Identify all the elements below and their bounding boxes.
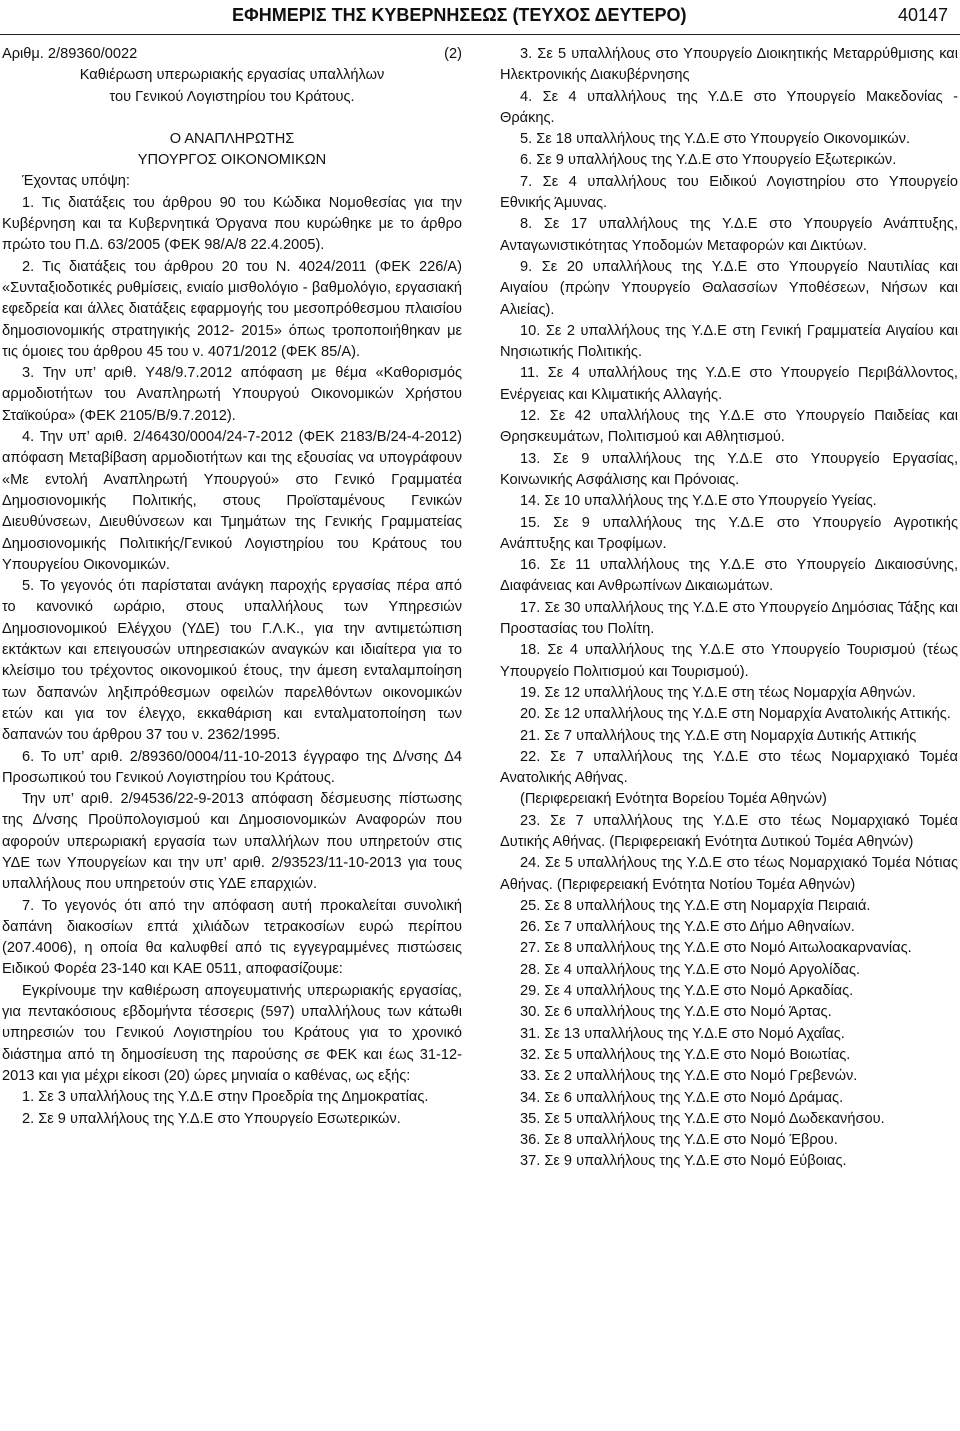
header-rule [0, 34, 960, 35]
left-paragraph: 1. Τις διατάξεις του άρθρου 90 του Κώδικα Νομοθεσίας για την Κυβέρνηση και τα Κυβερνητικά Όργανα που κυρώθηκε με το άρθρο πρώτο του Π.Δ. 63/2005 (ΦΕΚ 98/Α/8 22.4.2005). [2, 194, 462, 254]
right-column [500, 44, 958, 1173]
allocation-item: 11. Σε 4 υπαλλήλους της Υ.Δ.Ε στο Υπουργείο Περιβάλλοντος, Ενέργειας και Κλιματικής Αλλαγής. [500, 365, 958, 403]
authority-title-line-1: Ο ΑΝΑΠΛΗΡΩΤΗΣ [169, 130, 295, 147]
allocation-item: 18. Σε 4 υπαλλήλους της Υ.Δ.Ε στο Υπουργείο Τουρισμού (τέως Υπουργείο Πολιτισμού και Τουρισμού). [500, 642, 958, 680]
allocation-item: 34. Σε 6 υπαλλήλους της Υ.Δ.Ε στο Νομό Δράμας. [520, 1089, 844, 1106]
left-paragraph: 1. Σε 3 υπαλλήλους της Υ.Δ.Ε στην Προεδρία της Δημοκρατίας. [22, 1089, 429, 1106]
decision-index: (2) [444, 46, 462, 62]
left-paragraph: Την υπ’ αριθ. 2/94536/22-9-2013 απόφαση δέσμευσης πίστωσης της Δ/νσης Προϋπολογισμού και Δημοσιονομικών Αναφορών που αφορούν υπερωριακή εργασία των υπαλλήλων που υπηρετούν στις ΥΔΕ των Υπουργείων και την υπ’ αριθ. 2/93523/11-10-2013 για τους υπαλλήλους που υπηρετούν στις ΥΔΕ επαρχιών. [2, 791, 462, 893]
allocation-item: 30. Σε 6 υπαλλήλους της Υ.Δ.Ε στο Νομό Άρτας. [520, 1004, 832, 1021]
decision-subject-line-2: του Γενικού Λογιστηρίου του Κράτους. [109, 88, 355, 105]
having-regard-heading: Έχοντας υπόψη: [22, 173, 130, 190]
allocation-item: 36. Σε 8 υπαλλήλους της Υ.Δ.Ε στο Νομό Έβρου. [520, 1132, 838, 1149]
authority-title-line-2: ΥΠΟΥΡΓΟΣ ΟΙΚΟΝΟΜΙΚΩΝ [137, 152, 327, 169]
left-paragraph: 6. Το υπ’ αριθ. 2/89360/0004/11-10-2013 έγγραφο της Δ/νσης Δ4 Προσωπικού του Γενικού Λογιστηρίου του Κράτους. [2, 748, 462, 786]
allocation-item: 23. Σε 7 υπαλλήλους της Υ.Δ.Ε στο τέως Νομαρχιακό Τομέα Δυτικής Αθήνας. (Περιφερειακή Ενότητα Δυτικού Τομέα Αθηνών) [500, 812, 958, 850]
allocation-item: 17. Σε 30 υπαλλήλους της Υ.Δ.Ε στο Υπουργείο Δημόσιας Τάξης και Προστασίας του Πολίτη. [500, 599, 958, 638]
allocation-item: 33. Σε 2 υπαλλήλους της Υ.Δ.Ε στο Νομό Γρεβενών. [520, 1068, 858, 1085]
allocation-item: 3. Σε 5 υπαλλήλους στο Υπουργείο Διοικητικής Μεταρρύθμισης και Ηλεκτρονικής Διακυβέρνησης [500, 46, 958, 84]
decision-number: Αριθμ. 2/89360/0022 [2, 46, 138, 62]
allocation-item: 6. Σε 9 υπαλλήλους της Υ.Δ.Ε στο Υπουργείο Εξωτερικών. [520, 152, 897, 169]
allocation-item: 8. Σε 17 υπαλλήλους της Υ.Δ.Ε στο Υπουργείο Ανάπτυξης, Ανταγωνιστικότητας Υποδομών Μεταφορών και Δικτύων. [500, 216, 958, 254]
allocation-item: 29. Σε 4 υπαλλήλους της Υ.Δ.Ε στο Νομό Αρκαδίας. [520, 983, 854, 1000]
left-paragraph: 2. Τις διατάξεις του άρθρου 20 του Ν. 4024/2011 (ΦΕΚ 226/Α) «Συνταξιοδοτικές ρυθμίσεις, ενιαίο μισθολόγιο - βαθμολόγιο, εργασιακή εφεδρεία και άλλες διατάξεις εφαρμογής του μεσοπρόθεσμου πλαισίου δημοσιονομικής στρατηγικής 2012- 2015» όπως τροποποιήθηκαν με τις όμοιες του άρθρου 45 του ν. 4071/2012 (ΦΕΚ 85/Α). [2, 258, 462, 360]
allocation-item: 19. Σε 12 υπαλλήλους της Υ.Δ.Ε στη τέως Νομαρχία Αθηνών. [520, 684, 916, 701]
allocation-item: 5. Σε 18 υπαλλήλους της Υ.Δ.Ε στο Υπουργείο Οικονομικών. [520, 131, 911, 148]
allocation-item: 35. Σε 5 υπαλλήλους της Υ.Δ.Ε στο Νομό Δωδεκανήσου. [520, 1110, 885, 1127]
decision-subject-line-1: Καθιέρωση υπερωριακής εργασίας υπαλλήλων [79, 67, 385, 84]
allocation-item: 24. Σε 5 υπαλλήλους της Υ.Δ.Ε στο τέως Νομαρχιακό Τομέα Νότιας Αθήνας. (Περιφερειακή Ενότητα Νοτίου Τομέα Αθηνών) [500, 855, 958, 893]
allocation-item: 13. Σε 9 υπαλλήλους της Υ.Δ.Ε στο Υπουργείο Εργασίας, Κοινωνικής Ασφάλισης και Πρόνοιας. [500, 450, 958, 488]
allocation-item: 7. Σε 4 υπαλλήλους του Ειδικού Λογιστηρίου στο Υπουργείο Εθνικής Άμυνας. [500, 173, 958, 212]
allocation-item: 4. Σε 4 υπαλλήλους της Υ.Δ.Ε στο Υπουργείο Μακεδονίας - Θράκης. [500, 88, 958, 126]
page-header [0, 0, 960, 30]
allocation-item: 32. Σε 5 υπαλλήλους της Υ.Δ.Ε στο Νομό Βοιωτίας. [520, 1046, 851, 1063]
allocation-item: 31. Σε 13 υπαλλήλους της Υ.Δ.Ε στο Νομό Αχαΐας. [520, 1025, 845, 1042]
left-paragraph: 5. Το γεγονός ότι παρίσταται ανάγκη παροχής εργασίας πέρα από το κανονικό ωράριο, στους υπαλλήλους των Υπηρεσιών Δημοσιονομικού Ελέγχου (ΥΔΕ) του Γ.Λ.Κ., για την αντιμετώπιση εκτάκτων και επειγουσών υπηρεσιακών αναγκών και ιδιαίτερα για το κλείσιμο του τρέχοντος οικονομικού έτους, την άμεση ενταλαμποίηση των δαπανών ληξιπρόθεσμων οφειλών παρελθόντων οικονομικών ετών και για τον έλεγχο, εκκαθάριση και ενταλματοποίηση των δαπανών του άρθρου 37 του ν. 2362/1995. [2, 578, 462, 744]
allocation-item: 9. Σε 20 υπαλλήλους της Υ.Δ.Ε στο Υπουργείο Ναυτιλίας και Αιγαίου (πρώην Υπουργείο Θαλασσίων Υποθέσεων, Νήσων και Αλιείας). [500, 258, 958, 318]
allocation-item: 22. Σε 7 υπαλλήλους της Υ.Δ.Ε στο τέως Νομαρχιακό Τομέα Ανατολικής Αθήνας. [500, 748, 958, 787]
allocation-item: 25. Σε 8 υπαλλήλους της Υ.Δ.Ε στη Νομαρχία Πειραιά. [520, 897, 871, 914]
allocation-item: 28. Σε 4 υπαλλήλους της Υ.Δ.Ε στο Νομό Αργολίδας. [520, 961, 861, 978]
left-paragraph: 2. Σε 9 υπαλλήλους της Υ.Δ.Ε στο Υπουργείο Εσωτερικών. [22, 1110, 401, 1127]
allocation-item: 37. Σε 9 υπαλλήλους της Υ.Δ.Ε στο Νομό Εύβοιας. [520, 1153, 847, 1170]
allocation-item: 14. Σε 10 υπαλλήλους της Υ.Δ.Ε στο Υπουργείο Υγείας. [520, 493, 877, 510]
allocation-item: 10. Σε 2 υπαλλήλους της Υ.Δ.Ε στη Γενική Γραμματεία Αιγαίου και Νησιωτικής Πολιτικής. [500, 322, 958, 361]
allocation-item: 21. Σε 7 υπαλλήλους της Υ.Δ.Ε στη Νομαρχία Δυτικής Αττικής [520, 727, 917, 744]
left-paragraph: 7. Το γεγονός ότι από την απόφαση αυτή προκαλείται συνολική δαπάνη διακοσίων επτά χιλιάδων τετρακοσίων ευρώ περίπου (207.4006), η οποία θα καλυφθεί από τις εγγεγραμμένες πιστώσεις Ειδικού Φορέα 23-140 και ΚΑΕ 0511, αποφασίζουμε: [2, 897, 462, 978]
left-paragraph: 4. Την υπ’ αριθ. 2/46430/0004/24-7-2012 (ΦΕΚ 2183/Β/24-4-2012) απόφαση Μεταβίβαση αρμοδιοτήτων και της εξουσίας να υπογράφουν «Με εντολή Αναπληρωτή Υπουργού» στο Γενικό Γραμματέα Δημοσιονομικής Πολιτικής, στους Προϊσταμένους Γενικών Διευθύνσεων, Διευθύνσεων και Τμημάτων της Γενικής Γραμματείας Δημοσιονομικής Πολιτικής/Γενικού Λογιστηρίου του Κράτους του Υπουργείου Οικονομικών. [2, 429, 462, 573]
allocation-item: 15. Σε 9 υπαλλήλους της Υ.Δ.Ε στο Υπουργείο Αγροτικής Ανάπτυξης και Τροφίμων. [500, 514, 958, 552]
left-paragraph: 3. Την υπ’ αριθ. Υ48/9.7.2012 απόφαση με θέμα «Καθορισμός αρμοδιοτήτων του Αναπληρωτή Υπουργού Οικονομικών Χρήστου Σταϊκούρα» (ΦΕΚ 2105/Β/9.7.2012). [2, 365, 462, 424]
gazette-title: ΕΦΗΜΕΡΙΣ ΤΗΣ ΚΥΒΕΡΝΗΣΕΩΣ (ΤΕΥΧΟΣ ΔΕΥΤΕΡΟ) [232, 5, 687, 25]
left-column [2, 44, 462, 1130]
allocation-item: 27. Σε 8 υπαλλήλους της Υ.Δ.Ε στο Νομό Αιτωλοακαρνανίας. [520, 940, 912, 957]
allocation-item: 16. Σε 11 υπαλλήλους της Υ.Δ.Ε στο Υπουργείο Δικαιοσύνης, Διαφάνειας και Ανθρωπίνων Δικαιωμάτων. [500, 557, 958, 595]
allocation-item: 12. Σε 42 υπαλλήλους της Υ.Δ.Ε στο Υπουργείο Παιδείας και Θρησκευμάτων, Πολιτισμού και Αθλητισμού. [500, 408, 958, 446]
page-number: 40147 [897, 5, 948, 25]
allocation-item: (Περιφερειακή Ενότητα Βορείου Τομέα Αθηνών) [520, 791, 827, 808]
allocation-item: 26. Σε 7 υπαλλήλους της Υ.Δ.Ε στο Δήμο Αθηναίων. [520, 919, 855, 936]
left-paragraph: Εγκρίνουμε την καθιέρωση απογευματινής υπερωριακής εργασίας, για πεντακόσιους εβδομήντα τέσσερις (597) υπαλλήλους των κάτωθι υπηρεσιών του Γενικού Λογιστηρίου του Κράτους για το χρονικό διάστημα από τη δημοσίευση της παρούσης σε ΦΕΚ και έως 31-12-2013 και για μέχρι είκοσι (20) ώρες μηνιαία ο καθένας, ως εξής: [2, 982, 462, 1084]
decision-reference [2, 44, 462, 65]
allocation-item: 20. Σε 12 υπαλλήλους της Υ.Δ.Ε στη Νομαρχία Ανατολικής Αττικής. [520, 706, 951, 723]
